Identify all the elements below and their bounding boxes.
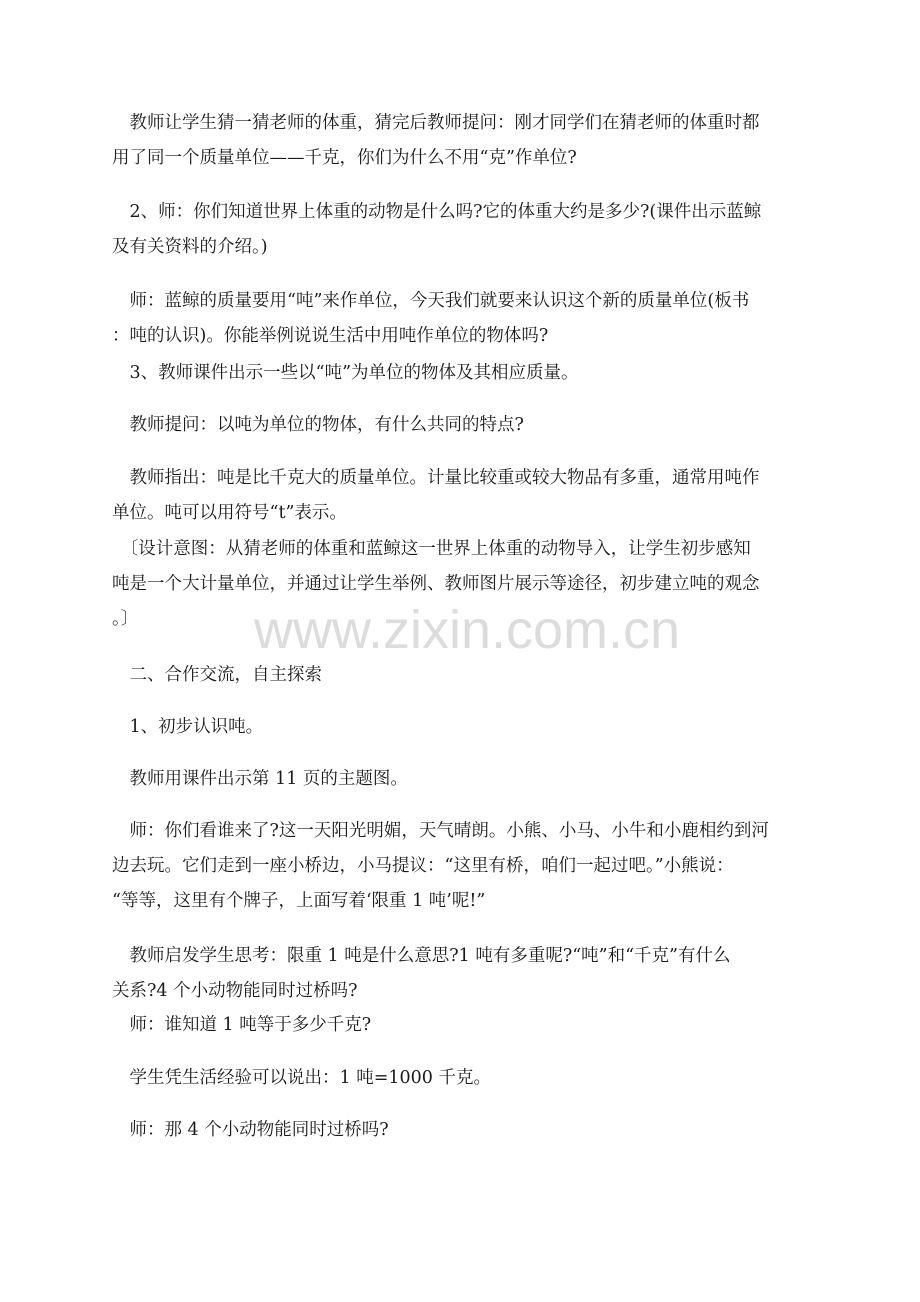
paragraph [112,532,812,637]
paragraph-line: 师：蓝鲸的质量要用“吨”来作单位，今天我们就要来认识这个新的质量单位(板书 [112,291,750,311]
paragraph-line: 3、教师课件出示一些以“吨”为单位的物体及其相应质量。 [112,363,579,383]
paragraph-line: 用了同一个质量单位——千克，你们为什么不用“克”作单位? [112,148,577,168]
watermark: www.zixin.com.cn [253,600,681,660]
paragraph-line: 。〕 [112,609,139,629]
paragraph-line: 〔设计意图：从猜老师的体重和蓝鲸这一世界上体重的动物导入，让学生初步感知 [112,539,751,559]
paragraph-line: 师：那 4 个小动物能同时过桥吗? [112,1120,389,1140]
paragraph-line: 教师启发学生思考：限重 1 吨是什么意思?1 吨有多重呢?“吨”和“千克”有什么 [112,946,731,966]
paragraph [112,762,812,797]
paragraph-line: 边去玩。它们走到一座小桥边，小马提议：“这里有桥，咱们一起过吧。”小熊说： [112,856,734,876]
paragraph-line: 关系?4 个小动物能同时过桥吗? [112,981,358,1001]
paragraph-line: 二、合作交流，自主探索 [112,665,322,685]
paragraph [112,461,812,531]
paragraph [112,1008,812,1043]
paragraph [112,1061,812,1096]
paragraph-line: 1、初步认识吨。 [112,717,264,737]
paragraph [112,408,812,443]
paragraph [112,814,812,919]
paragraph [112,106,812,176]
paragraph-line: 及有关资料的介绍。) [112,237,268,257]
paragraph [112,284,812,354]
paragraph [112,1113,812,1148]
paragraph-line: 师：你们看谁来了?这一天阳光明媚，天气晴朗。小熊、小马、小牛和小鹿相约到河 [112,821,769,841]
paragraph [112,710,812,745]
paragraph-line: 2、师：你们知道世界上体重的动物是什么吗?它的体重大约是多少?(课件出示蓝鲸 [112,202,762,222]
paragraph-line: 教师提问：以吨为单位的物体，有什么共同的特点? [112,415,524,435]
paragraph-line: ：吨的认识)。你能举例说说生活中用吨作单位的物体吗? [112,326,549,346]
paragraph-line: 吨是一个大计量单位，并通过让学生举例、教师图片展示等途径，初步建立吨的观念 [112,574,760,594]
paragraph-line: “等等，这里有个牌子，上面写着‘限重 1 吨’呢!” [112,891,486,911]
paragraph-line: 教师用课件出示第 11 页的主题图。 [112,769,408,789]
paragraph-line: 教师让学生猜一猜老师的体重，猜完后教师提问：刚才同学们在猜老师的体重时都 [112,113,760,133]
paragraph [112,356,812,391]
paragraph [112,939,812,1009]
paragraph-line: 教师指出：吨是比千克大的质量单位。计量比较重或较大物品有多重，通常用吨作 [112,468,760,488]
paragraph-line: 师：谁知道 1 吨等于多少千克? [112,1015,372,1035]
paragraph-line: 单位。吨可以用符号“t”表示。 [112,503,347,523]
paragraph [112,658,812,693]
paragraph-line: 学生凭生活经验可以说出：1 吨=1000 千克。 [112,1068,491,1088]
paragraph [112,195,812,265]
